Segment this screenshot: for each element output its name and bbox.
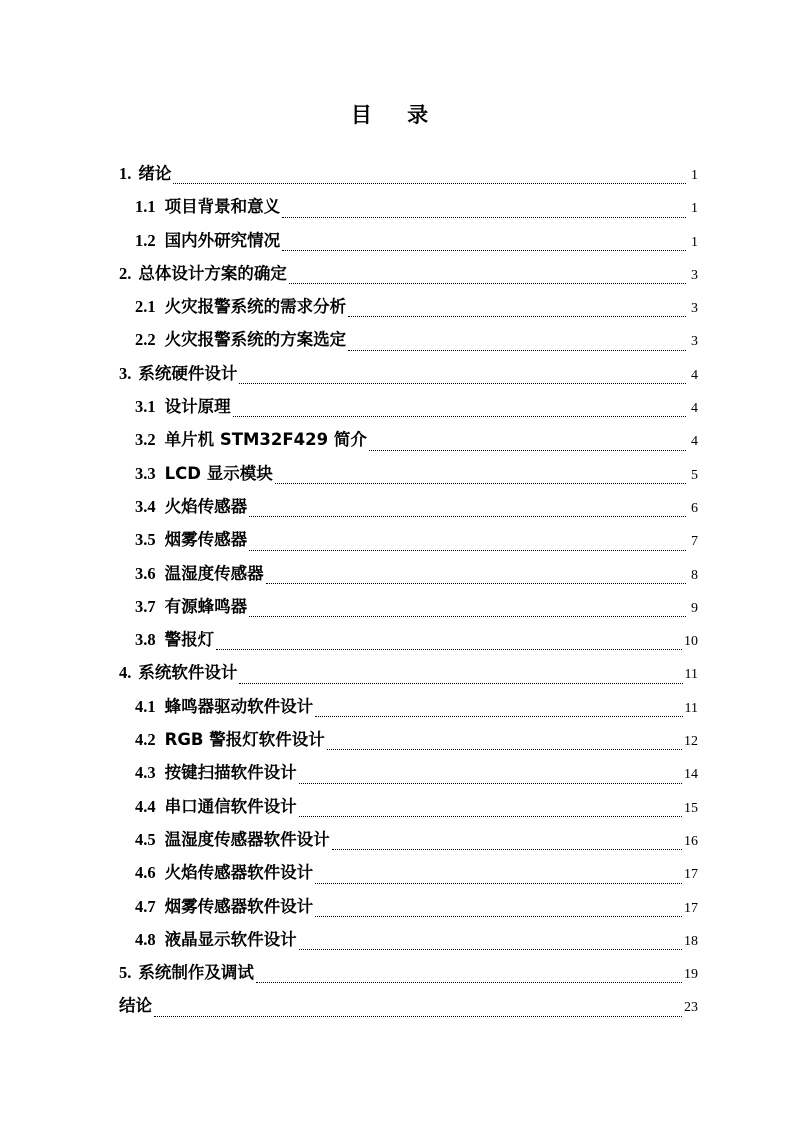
toc-entry-number: 3.4 — [135, 496, 156, 516]
toc-entry-number: 4.4 — [135, 796, 156, 816]
toc-page-number: 3 — [691, 334, 698, 350]
toc-page-number: 11 — [684, 667, 698, 683]
toc-page-number: 11 — [684, 700, 698, 716]
toc-entry-number: 3.7 — [135, 596, 156, 616]
toc-entry-number: 2.1 — [135, 297, 156, 317]
toc-dot-leader — [332, 849, 682, 850]
toc-entry-number: 2.2 — [135, 330, 156, 350]
toc-entry-title: 串口通信软件设计 — [164, 796, 297, 816]
toc-entry[interactable] — [119, 756, 698, 789]
toc-entry-label — [135, 423, 367, 456]
toc-entry-label — [135, 557, 264, 590]
toc-entry[interactable] — [119, 623, 698, 656]
toc-entry-label — [119, 357, 237, 390]
toc-entry-number: 2. — [119, 263, 132, 283]
toc-dot-leader — [348, 350, 686, 351]
toc-entry-label — [135, 890, 313, 923]
toc-dot-leader — [239, 683, 682, 684]
toc-entry-label — [135, 756, 297, 789]
toc-entry-number: 1. — [119, 164, 132, 183]
toc-page-number: 4 — [691, 401, 698, 417]
toc-entry-number: 5. — [119, 963, 132, 983]
toc-entry[interactable] — [119, 723, 698, 756]
toc-entry-label — [135, 823, 330, 856]
toc-page-number: 4 — [691, 367, 698, 383]
toc-entry-number: 4.7 — [135, 896, 156, 916]
toc-entry-label — [135, 856, 313, 889]
toc-page-number: 10 — [684, 634, 698, 650]
toc-dot-leader — [282, 217, 686, 218]
toc-page-number: 9 — [691, 600, 698, 616]
toc-entry[interactable] — [119, 357, 698, 390]
toc-entry-label — [119, 157, 171, 190]
toc-page-number: 17 — [684, 867, 698, 883]
toc-entry-title: LCD 显示模块 — [164, 463, 273, 483]
toc-entry[interactable] — [119, 157, 698, 190]
toc-page-number: 4 — [691, 434, 698, 450]
toc-entry-title: 总体设计方案的确定 — [138, 263, 287, 283]
toc-dot-leader — [315, 916, 682, 917]
toc-entry-label — [135, 290, 346, 323]
toc-entry-title: 火焰传感器 — [164, 496, 248, 516]
toc-entry-title: 烟雾传感器软件设计 — [164, 896, 314, 916]
toc-entry-number: 3.6 — [135, 563, 156, 583]
toc-page-number: 1 — [691, 201, 698, 217]
toc-page-number: 19 — [684, 967, 698, 983]
toc-entry[interactable] — [119, 490, 698, 523]
toc-page-number: 1 — [691, 234, 698, 250]
toc-entry[interactable] — [119, 989, 698, 1022]
toc-page-number: 17 — [684, 900, 698, 916]
toc-entry[interactable] — [119, 224, 698, 257]
toc-entry-title: 火灾报警系统的方案选定 — [164, 330, 347, 350]
toc-entry-number: 4.3 — [135, 763, 156, 783]
toc-dot-leader — [315, 883, 682, 884]
toc-entry-title: 蜂鸣器驱动软件设计 — [164, 696, 314, 716]
toc-dot-leader — [256, 982, 682, 983]
toc-entry-title: 系统硬件设计 — [138, 363, 238, 383]
toc-entry-number: 4.2 — [135, 730, 156, 750]
toc-entry[interactable] — [119, 190, 698, 223]
toc-entry[interactable] — [119, 390, 698, 423]
toc-entry[interactable] — [119, 523, 698, 556]
toc-entry[interactable] — [119, 923, 698, 956]
toc-entry-label — [135, 790, 297, 823]
toc-entry[interactable] — [119, 656, 698, 689]
toc-dot-leader — [216, 649, 682, 650]
toc-entry-title: 系统软件设计 — [138, 663, 238, 683]
toc-entry-title: 有源蜂鸣器 — [164, 596, 248, 616]
toc-entry-title: 国内外研究情况 — [164, 230, 281, 250]
toc-entry-label — [119, 989, 152, 1022]
toc-page-number: 8 — [691, 567, 698, 583]
toc-entry-title: RGB 警报灯软件设计 — [164, 730, 325, 750]
toc-dot-leader — [289, 283, 686, 284]
toc-entry-title: 烟雾传感器 — [164, 530, 248, 550]
toc-entry-number: 4.5 — [135, 829, 156, 849]
toc-entry-number: 4.8 — [135, 929, 156, 949]
toc-entry-label — [135, 523, 247, 556]
toc-entry-label — [135, 590, 247, 623]
toc-entry-label — [135, 224, 280, 257]
toc-dot-leader — [173, 183, 686, 184]
toc-entry-title: 温湿度传感器 — [164, 563, 264, 583]
toc-dot-leader — [266, 583, 686, 584]
toc-dot-leader — [369, 450, 686, 451]
toc-page-number: 5 — [691, 467, 698, 483]
toc-dot-leader — [315, 716, 682, 717]
toc-page-number: 3 — [691, 267, 698, 283]
toc-page-number: 18 — [684, 933, 698, 949]
toc-entry-label — [119, 956, 254, 989]
toc-entry-number: 3.2 — [135, 430, 156, 450]
toc-entry-title: 液晶显示软件设计 — [164, 929, 297, 949]
toc-page-number: 6 — [691, 500, 698, 516]
toc-entry-label — [135, 190, 280, 223]
toc-entry-title: 按键扫描软件设计 — [164, 763, 297, 783]
toc-page-number: 12 — [684, 734, 698, 750]
toc-entry-number: 4.6 — [135, 863, 156, 883]
toc-dot-leader — [348, 316, 686, 317]
toc-entry-number: 3. — [119, 363, 132, 383]
toc-entry-label — [135, 323, 346, 356]
toc-entry-label — [135, 457, 273, 490]
toc-entry-title: 结论 — [119, 996, 152, 1016]
toc-entry-title: 系统制作及调试 — [138, 963, 254, 983]
toc-entry[interactable] — [119, 257, 698, 290]
toc-page-number: 3 — [691, 301, 698, 317]
toc-dot-leader — [299, 949, 682, 950]
toc-entry-number: 1.2 — [135, 230, 156, 250]
toc-entry-title: 温湿度传感器软件设计 — [164, 829, 330, 849]
toc-page-number: 16 — [684, 833, 698, 849]
toc-entry[interactable] — [119, 823, 698, 856]
toc-dot-leader — [154, 1016, 682, 1017]
toc-entry[interactable] — [119, 290, 698, 323]
toc-dot-leader — [233, 416, 686, 417]
toc-entry-title: 单片机 STM32F429 简介 — [164, 430, 367, 450]
toc-entry-label — [135, 490, 247, 523]
toc-page-number: 1 — [691, 168, 698, 183]
toc-dot-leader — [327, 749, 682, 750]
toc-page-number: 23 — [684, 1000, 698, 1016]
toc-dot-leader — [275, 483, 686, 484]
toc-entry-number: 3.1 — [135, 397, 156, 417]
toc-entry-label — [119, 257, 287, 290]
toc-entry[interactable] — [119, 690, 698, 723]
toc-entry[interactable] — [119, 856, 698, 889]
toc-entry[interactable] — [119, 956, 698, 989]
toc-dot-leader — [299, 783, 682, 784]
toc-entry-number: 4. — [119, 663, 132, 683]
toc-dot-leader — [249, 550, 686, 551]
toc-entry-title: 绪论 — [138, 164, 172, 183]
toc-entry[interactable] — [119, 423, 698, 456]
toc-dot-leader — [299, 816, 682, 817]
toc-dot-leader — [239, 383, 686, 384]
toc-entry-title: 火灾报警系统的需求分析 — [164, 297, 347, 317]
toc-entry-label — [135, 390, 231, 423]
toc-entry-number: 1.1 — [135, 197, 156, 217]
toc-entry[interactable] — [119, 557, 698, 590]
toc-entry-label — [135, 623, 214, 656]
toc-page-number: 15 — [684, 800, 698, 816]
toc-entry-label — [135, 923, 297, 956]
toc-dot-leader — [249, 516, 686, 517]
page-title: 目 录 — [350, 103, 443, 127]
toc-entry-title: 项目背景和意义 — [164, 197, 281, 217]
toc-entry-title: 警报灯 — [164, 630, 215, 650]
toc-entry[interactable] — [119, 890, 698, 923]
toc-entry[interactable] — [119, 323, 698, 356]
toc-entry-title: 火焰传感器软件设计 — [164, 863, 314, 883]
toc-page-number: 7 — [691, 534, 698, 550]
toc-entry-title: 设计原理 — [164, 397, 231, 417]
toc-entry-number: 3.5 — [135, 530, 156, 550]
toc-entry-label — [119, 656, 237, 689]
toc-entry-number: 3.3 — [135, 463, 156, 483]
toc-dot-leader — [282, 250, 686, 251]
table-of-contents — [119, 157, 698, 1023]
toc-entry[interactable] — [119, 457, 698, 490]
toc-entry-number: 4.1 — [135, 696, 156, 716]
toc-entry-label — [135, 723, 325, 756]
toc-entry-number: 3.8 — [135, 630, 156, 650]
toc-dot-leader — [249, 616, 686, 617]
toc-entry[interactable] — [119, 590, 698, 623]
toc-entry[interactable] — [119, 790, 698, 823]
toc-entry-label — [135, 690, 313, 723]
toc-page-number: 14 — [684, 767, 698, 783]
